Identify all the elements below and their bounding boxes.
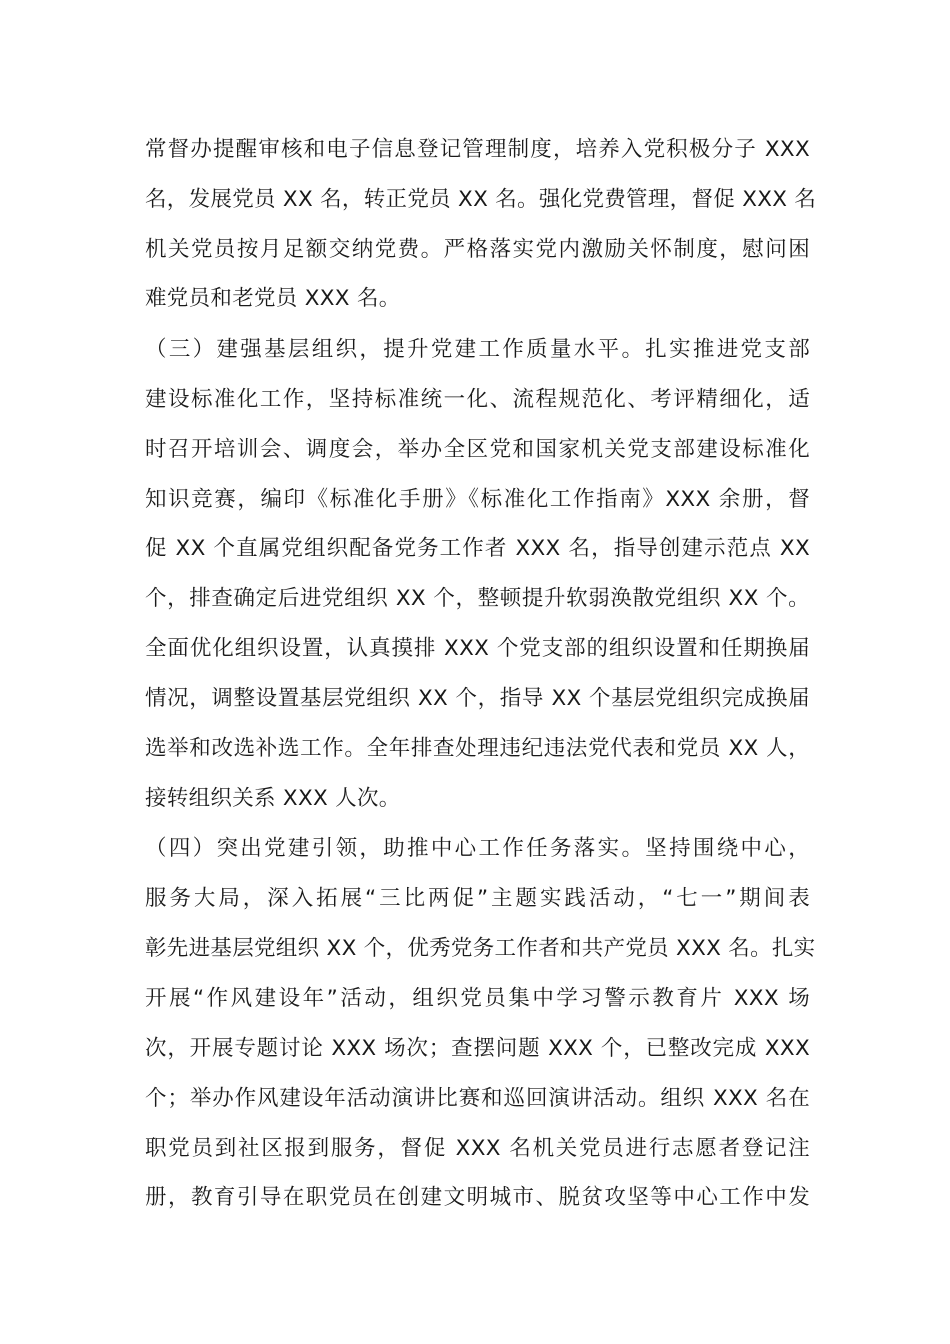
text-line: 选举和改选补选工作。全年排查处理违纪违法党代表和党员 XX 人， [145, 736, 810, 761]
text-line: 次，开展专题讨论 XXX 场次；查摆问题 XXX 个，已整改完成 XXX [145, 1036, 810, 1061]
text-line: 促 XX 个直属党组织配备党务工作者 XXX 名，指导创建示范点 XX [145, 536, 810, 561]
text-line: 知识竞赛，编印《标准化手册》《标准化工作指南》XXX 余册，督 [145, 487, 810, 512]
text-line: （三）建强基层组织，提升党建工作质量水平。扎实推进党支部 [145, 337, 810, 362]
text-line: 情况，调整设置基层党组织 XX 个，指导 XX 个基层党组织完成换届 [145, 686, 810, 711]
text-line: 册，教育引导在职党员在创建文明城市、脱贫攻坚等中心工作中发 [145, 1185, 810, 1210]
text-line: 建设标准化工作，坚持标准统一化、流程规范化、考评精细化，适 [145, 387, 810, 412]
text-line: 彰先进基层党组织 XX 个，优秀党务工作者和共产党员 XXX 名。扎实 [145, 936, 816, 961]
text-line: 职党员到社区报到服务，督促 XXX 名机关党员进行志愿者登记注 [145, 1136, 810, 1161]
text-line: 个，排查确定后进党组织 XX 个，整顿提升软弱涣散党组织 XX 个。 [145, 586, 810, 611]
text-line: 个；举办作风建设年活动演讲比赛和巡回演讲活动。组织 XXX 名在 [145, 1086, 810, 1111]
text-line: 服务大局，深入拓展“三比两促”主题实践活动，“七一”期间表 [145, 886, 810, 911]
text-line: 名，发展党员 XX 名，转正党员 XX 名。强化党费管理，督促 XXX 名 [145, 187, 817, 212]
text-line: 难党员和老党员 XXX 名。 [145, 286, 401, 311]
text-line: 全面优化组织设置，认真摸排 XXX 个党支部的组织设置和任期换届 [145, 636, 810, 661]
text-line: 开展“作风建设年”活动，组织党员集中学习警示教育片 XXX 场 [145, 986, 810, 1011]
text-line: 机关党员按月足额交纳党费。严格落实党内激励关怀制度，慰问困 [145, 237, 810, 262]
text-line: 时召开培训会、调度会，举办全区党和国家机关党支部建设标准化 [145, 437, 810, 462]
text-line: 常督办提醒审核和电子信息登记管理制度，培养入党积极分子 XXX [145, 137, 810, 162]
text-line: 接转组织关系 XXX 人次。 [145, 786, 401, 811]
text-line: （四）突出党建引领，助推中心工作任务落实。坚持围绕中心， [145, 836, 810, 861]
